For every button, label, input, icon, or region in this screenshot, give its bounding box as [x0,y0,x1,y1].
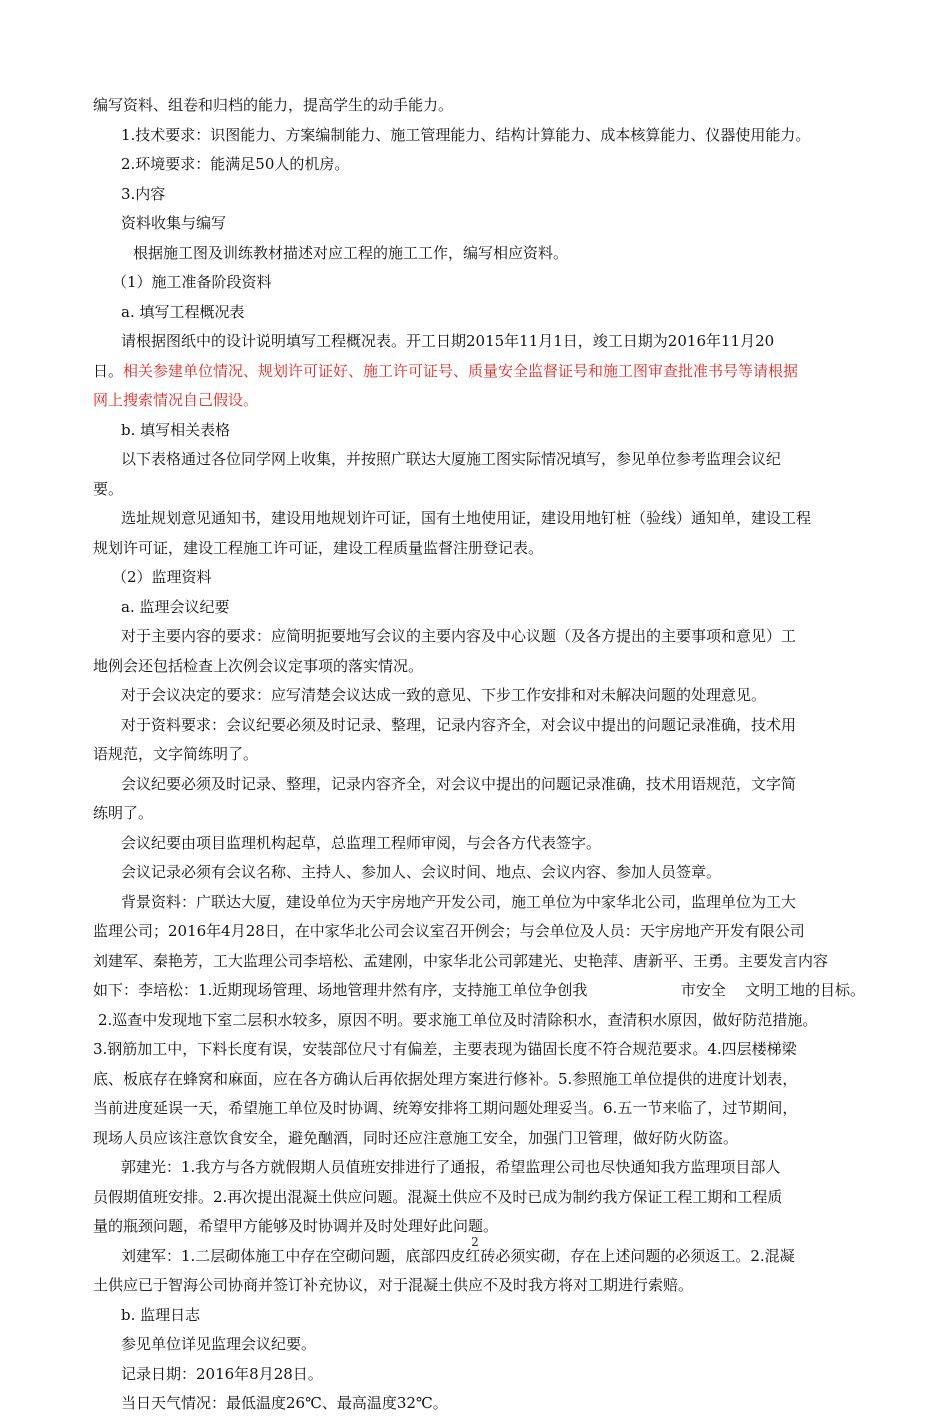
paragraph-line: 员假期值班安排。2.再次提出混凝土供应问题。混凝土供应不及时已成为制约我方保证工程工期和工程质 [93,1187,783,1206]
paragraph-line: 量的瓶颈问题，希望甲方能够及时协调并及时处理好此问题。 [93,1217,499,1235]
paragraph-line: 现场人员应该注意饮食安全，避免酗酒，同时还应注意施工安全，加强门卫管理，做好防火防盗。 [93,1128,739,1147]
paragraph-line: 练明了。 [93,804,154,822]
paragraph-line: 监理公司；2016年4月28日，在中家华北公司会议室召开例会；与会单位及人员：天宇房地产开发有限公司 [93,922,805,940]
paragraph-line [93,976,865,1006]
paragraph-line: 2.环境要求：能满足50人的机房。 [121,155,350,173]
paragraph-line: 语规范，文字简练明了。 [93,745,259,763]
paragraph-line: 选址规划意见通知书，建设用地规划许可证，国有土地使用证，建设用地钉桩（验线）通知单，建设工程 [121,509,812,527]
paragraph-line: 地例会还包括检查上次例会议定事项的落实情况。 [93,656,424,675]
paragraph-line: 对于会议决定的要求：应写清楚会议达成一致的意见、下步工作安排和对未解决问题的处理意见。 [121,686,767,704]
document-body [93,91,865,1419]
paragraph-line: 请根据图纸中的设计说明填写工程概况表。开工日期2015年11月1日，竣工日期为2016年11月20 [121,332,775,350]
paragraph-line: 编写资料、组卷和归档的能力，提高学生的动手能力。 [93,96,454,114]
highlighted-text: 网上搜索情况自己假设。 [93,391,259,409]
section-heading: （1）施工准备阶段资料 [112,273,272,291]
paragraph-line: 对于主要内容的要求：应简明扼要地写会议的主要内容及中心议题（及各方提出的主要事项和意见）工 [121,627,797,645]
paragraph-line: 根据施工图及训练教材描述对应工程的施工工作，编写相应资料。 [133,243,569,262]
section-heading: b. 填写相关表格 [121,420,231,439]
paragraph-line: 土供应已于智海公司协商并签订补充协议，对于混凝土供应不及时我方将对工期进行索赔。 [93,1276,694,1294]
paragraph-line: 要。 [93,479,124,498]
paragraph-line [93,357,865,387]
paragraph-text: 日。 [93,361,124,380]
section-heading: a. 监理会议纪要 [121,597,230,616]
paragraph-line: 记录日期：2016年8月28日。 [121,1364,323,1383]
highlighted-text: 相关参建单位情况、规划许可证好、施工许可证号、质量安全监督证号和施工图审查批准书号等请根据 [123,361,799,380]
paragraph-line: 规划许可证，建设工程施工许可证，建设工程质量监督注册登记表。 [93,538,544,557]
paragraph-line: 会议纪要由项目监理机构起草，总监理工程师审阅，与会各方代表签字。 [121,833,602,852]
paragraph-line: 2.巡查中发现地下室二层积水较多，原因不明。要求施工单位及时清除积水，查清积水原因，做好防范措施。 [98,1010,818,1029]
section-heading: a. 填写工程概况表 [121,302,245,321]
paragraph-line: 当前进度延误一天，希望施工单位及时协调、统筹安排将工期问题处理妥当。6.五一节来临了，过节期间， [93,1099,798,1117]
paragraph-line: 背景资料：广联达大厦，建设单位为天宇房地产开发公司，施工单位为中家华北公司，监理单位为工大 [121,892,797,911]
paragraph-line: 郭建光：1.我方与各方就假期人员值班安排进行了通报，希望监理公司也尽快通知我方监理项目部人 [121,1158,781,1176]
paragraph-line: 会议纪要必须及时记录、整理，记录内容齐全，对会议中提出的问题记录准确，技术用语规范，文字简 [121,774,797,793]
paragraph-line: 刘建军：1.二层砌体施工中存在空砌问题，底部四皮红砖必须实砌，存在上述问题的必须返工。2.混凝 [121,1246,795,1265]
paragraph-line: 3.钢筋加工中，下料长度有误，安装部位尺寸有偏差，主要表现为锚固长度不符合规范要求。4.四层楼梯梁 [93,1040,797,1058]
paragraph-line: 底、板底存在蜂窝和麻面，应在各方确认后再依据处理方案进行修补。5.参照施工单位提供的进度计划表， [93,1069,798,1088]
paragraph-line: 当日天气情况：最低温度26℃、最高温度32℃。 [121,1394,448,1412]
section-heading: b. 监理日志 [121,1305,201,1324]
section-heading: 资料收集与编写 [121,214,227,232]
paragraph-line: 刘建军、秦艳芳，工大监理公司李培松、孟建刚，中家华北公司郭建光、史艳萍、唐新平、王勇。主要发言内容 [93,951,829,970]
section-heading: （2）监理资料 [112,568,212,586]
paragraph-text: 市安全 文明工地的目标。 [680,981,865,999]
paragraph-text: 如下：李培松：1.近期现场管理、场地管理井然有序，支持施工单位争创我 [93,981,588,999]
paragraph-line: 参见单位详见监理会议纪要。 [121,1335,317,1353]
paragraph-line: 会议记录必须有会议名称、主持人、参加人、会议时间、地点、会议内容、参加人员签章。 [121,863,722,881]
paragraph-line: 对于资料要求：会议纪要必须及时记录、整理，记录内容齐全，对会议中提出的问题记录准确，技术用 [121,715,797,734]
page-number: 2 [471,1235,479,1249]
paragraph-line: 1.技术要求：识图能力、方案编制能力、施工管理能力、结构计算能力、成本核算能力、仪器使用能力。 [121,125,811,144]
paragraph-line: 以下表格通过各位同学网上收集，并按照广联达大厦施工图实际情况填写，参见单位参考监理会议纪 [121,450,782,468]
section-heading: 3.内容 [121,184,166,203]
